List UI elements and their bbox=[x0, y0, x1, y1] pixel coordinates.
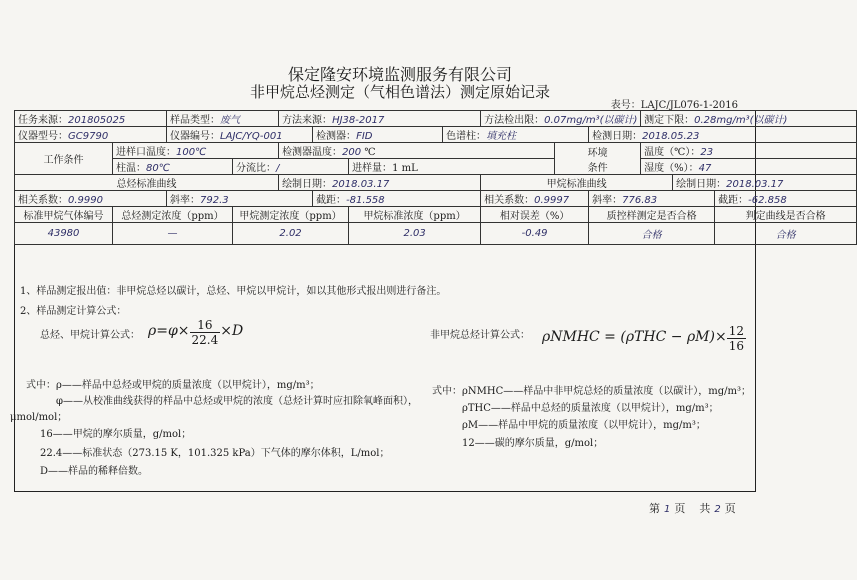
row-curve-params bbox=[15, 191, 857, 207]
def-phi: φ——从校准曲线获得的样品中总烃或甲烷的浓度（总烃计算时应扣除氧峰面积）， bbox=[56, 396, 419, 407]
inlet-temp-value: 100℃ bbox=[176, 147, 207, 158]
thc-date-label: 绘制日期： bbox=[282, 179, 333, 190]
def-rho: ρ——样品中总烃或甲烷的质量浓度（以甲烷计），mg/m³； bbox=[56, 380, 320, 391]
instrument-no-label: 仪器编号： bbox=[170, 131, 221, 142]
page-prefix: 第 bbox=[649, 502, 660, 515]
env-label-2: 条件 bbox=[587, 162, 608, 174]
detector-temp-label: 检测器温度： bbox=[282, 147, 343, 158]
task-value: 201805025 bbox=[68, 115, 126, 126]
column-temp-label: 柱温： bbox=[116, 163, 146, 174]
row-task bbox=[15, 111, 857, 127]
thc-r-value: 0.9990 bbox=[68, 195, 103, 206]
qc-header-std-id: 标准甲烷气体编号 bbox=[15, 207, 113, 223]
company-name: 保定隆安环境监测服务有限公司 bbox=[287, 65, 512, 84]
thc-slope-label: 斜率： bbox=[170, 195, 201, 206]
qc-header-thc: 总烃测定浓度（ppm） bbox=[113, 207, 233, 223]
qc-header-qc-pass: 质控样测定是否合格 bbox=[589, 207, 715, 223]
qc-rel-error-value: -0.49 bbox=[481, 223, 589, 245]
note-2: 2、样品测定计算公式： bbox=[20, 306, 127, 317]
formula-1-rhs: ×D bbox=[220, 323, 244, 339]
ch4-slope-value: 776.83 bbox=[622, 195, 658, 206]
split-ratio-value: / bbox=[276, 163, 280, 174]
column-value: 填充柱 bbox=[486, 131, 517, 142]
inlet-temp-label: 进样口温度： bbox=[116, 147, 176, 158]
total-pages: 2 bbox=[714, 504, 721, 515]
definitions-title: 式中： bbox=[26, 380, 56, 391]
detection-limit-label: 方法检出限： bbox=[484, 115, 545, 126]
qc-ch4-value: 2.02 bbox=[233, 223, 349, 245]
ch4-intercept-label: 截距： bbox=[718, 195, 749, 206]
method-label: 方法来源： bbox=[282, 115, 333, 126]
def2-12: 12——碳的摩尔质量，g/mol； bbox=[462, 438, 604, 449]
injection-volume-value: 1 mL bbox=[392, 163, 418, 174]
record-table bbox=[14, 110, 857, 245]
formula-1-numerator: 16 bbox=[190, 318, 221, 333]
lower-limit-label: 测定下限： bbox=[644, 115, 695, 126]
qc-header-curve-pass: 判定曲线是否合格 bbox=[715, 207, 857, 223]
ch4-slope-label: 斜率： bbox=[592, 195, 623, 206]
ch4-r-value: 0.9997 bbox=[534, 195, 570, 206]
instrument-value: GC9790 bbox=[68, 131, 109, 142]
detector-temp-value: 200 bbox=[342, 147, 362, 158]
record-title: 非甲烷总烃测定（气相色谱法）测定原始记录 bbox=[249, 83, 550, 101]
def-224: 22.4——标准状态（273.15 K，101.325 kPa）下气体的摩尔体积，L/mol； bbox=[40, 448, 390, 459]
env-temp-value: 23 bbox=[700, 147, 714, 158]
conditions-label: 工作条件 bbox=[15, 143, 113, 175]
formula-2-numerator: 12 bbox=[728, 324, 744, 338]
thc-date-value: 2018.03.17 bbox=[332, 179, 390, 190]
row-conditions-1 bbox=[15, 143, 857, 159]
thc-curve-title: 总烃标准曲线 bbox=[15, 175, 279, 191]
qc-header-ch4: 甲烷测定浓度（ppm） bbox=[233, 207, 349, 223]
ch4-curve-title: 甲烷标准曲线 bbox=[481, 175, 673, 191]
formula-2-lhs: ρNMHC = (ρTHC − ρM)× bbox=[542, 329, 727, 345]
page-footer bbox=[649, 500, 740, 516]
instrument-label: 仪器型号： bbox=[18, 131, 68, 142]
method-value: HJ38-2017 bbox=[332, 115, 385, 126]
def-16: 16——甲烷的摩尔质量，g/mol； bbox=[40, 429, 192, 440]
test-date-value: 2018.05.23 bbox=[642, 131, 700, 142]
formula-2 bbox=[542, 324, 746, 353]
thc-intercept-value: -81.558 bbox=[346, 195, 385, 206]
detection-limit-value: 0.07mg/m³(以碳计) bbox=[544, 115, 638, 126]
def2-nmhc: ρNMHC——样品中非甲烷总烃的质量浓度（以碳计），mg/m³； bbox=[462, 386, 751, 397]
def2-m: ρM——样品中甲烷的质量浓度（以甲烷计），mg/m³； bbox=[462, 420, 706, 431]
definitions-2-title: 式中： bbox=[432, 386, 462, 397]
ch4-intercept-value: -62.858 bbox=[748, 195, 787, 206]
row-curve-titles bbox=[15, 175, 857, 191]
total-suffix: 页 bbox=[724, 502, 736, 515]
thc-intercept-label: 截距： bbox=[316, 195, 347, 206]
sample-type-label: 样品类型： bbox=[170, 115, 221, 126]
env-humidity-label: 湿度（%）： bbox=[644, 163, 699, 174]
sample-type-value: 废气 bbox=[220, 115, 241, 126]
injection-volume-label: 进样量： bbox=[352, 163, 393, 174]
page-mid: 页 bbox=[674, 502, 686, 515]
note-1: 1、样品测定报出值：非甲烷总烃以碳计，总烃、甲烷以甲烷计，如以其他形式报出则进行备注。 bbox=[20, 286, 447, 297]
lower-limit-value: 0.28mg/m³(以碳计) bbox=[694, 115, 788, 126]
qc-header-ch4-std: 甲烷标准浓度（ppm） bbox=[349, 207, 481, 223]
ch4-date-value: 2018.03.17 bbox=[726, 179, 784, 190]
qc-ch4-std-value: 2.03 bbox=[349, 223, 481, 245]
env-humidity-value: 47 bbox=[698, 163, 712, 174]
def-d: D——样品的稀释倍数。 bbox=[40, 466, 149, 477]
test-date-label: 检测日期： bbox=[592, 131, 643, 142]
qc-std-id: 43980 bbox=[15, 223, 113, 245]
column-temp-value: 80℃ bbox=[146, 163, 170, 174]
formula-2-denominator: 16 bbox=[728, 339, 744, 353]
split-ratio-label: 分流比： bbox=[236, 163, 277, 174]
row-instrument bbox=[15, 127, 857, 143]
ch4-date-label: 绘制日期： bbox=[676, 179, 727, 190]
def-unit: μmol/mol； bbox=[10, 412, 68, 423]
formula-1 bbox=[148, 318, 243, 347]
qc-header-rel-error: 相对误差（%） bbox=[481, 207, 589, 223]
form-number: 表号：LAJC/JL076-1-2016 bbox=[610, 100, 738, 111]
detector-temp-unit: ℃ bbox=[364, 147, 376, 158]
env-label-1: 环境 bbox=[587, 147, 608, 159]
row-conditions-2 bbox=[15, 159, 857, 175]
formula-1-lhs: ρ=φ× bbox=[148, 323, 190, 339]
qc-pass-value: 合格 bbox=[589, 223, 715, 245]
formula-2-fraction bbox=[727, 324, 746, 353]
qc-thc-value: — bbox=[113, 223, 233, 245]
ch4-r-label: 相关系数： bbox=[484, 195, 535, 206]
page-number: 1 bbox=[664, 504, 671, 515]
def2-thc: ρTHC——样品中总烃的质量浓度（以甲烷计），mg/m³； bbox=[462, 403, 719, 414]
detector-value: FID bbox=[356, 131, 373, 142]
qc-value-row bbox=[15, 223, 857, 245]
formula-1-denominator: 22.4 bbox=[191, 333, 219, 347]
formula-1-label: 总烃、甲烷计算公式： bbox=[40, 330, 140, 341]
formula-1-fraction bbox=[190, 318, 221, 347]
formula-2-label: 非甲烷总烃计算公式： bbox=[430, 330, 530, 341]
thc-slope-value: 792.3 bbox=[200, 195, 229, 206]
total-prefix: 共 bbox=[699, 502, 711, 515]
task-label: 任务来源： bbox=[18, 115, 68, 126]
qc-header-row bbox=[15, 207, 857, 223]
detector-label: 检测器： bbox=[316, 131, 357, 142]
env-temp-label: 温度（℃）： bbox=[644, 147, 701, 158]
thc-r-label: 相关系数： bbox=[18, 195, 68, 206]
curve-pass-value: 合格 bbox=[715, 223, 857, 245]
column-label: 色谱柱： bbox=[446, 131, 487, 142]
instrument-no-value: LAJC/YQ-001 bbox=[220, 131, 283, 142]
